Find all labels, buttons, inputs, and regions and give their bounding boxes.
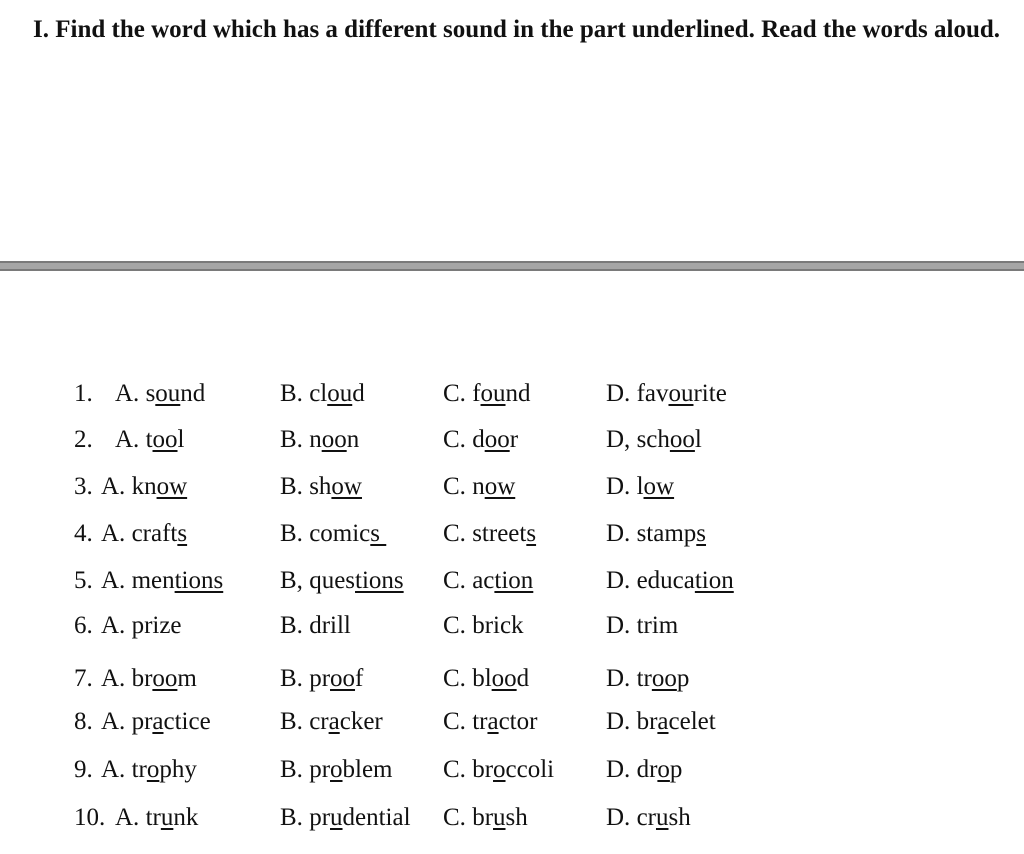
question-number: 3. <box>74 473 93 500</box>
option-c: C. brick <box>443 612 524 639</box>
option-a: A. practice <box>101 708 211 735</box>
option-b: B. cracker <box>280 708 383 735</box>
option-b: B. cloud <box>280 380 365 407</box>
instruction-heading: I. Find the word which has a different sound in the part underlined. Read the words aloud. <box>33 16 1001 43</box>
option-d: D. trim <box>606 612 679 639</box>
question-row <box>0 469 1024 505</box>
option-c: C. tractor <box>443 708 538 735</box>
option-d: D. low <box>606 473 675 500</box>
question-row <box>0 376 1024 412</box>
option-d: D. troop <box>606 665 690 692</box>
question-row <box>0 752 1024 788</box>
option-d: D. favourite <box>606 380 727 407</box>
option-c: C. action <box>443 567 534 594</box>
option-a: A. mentions <box>101 567 224 594</box>
question-row <box>0 516 1024 552</box>
option-c: C. brush <box>443 804 528 831</box>
option-c: C. door <box>443 426 519 453</box>
option-a: A. sound <box>115 380 206 407</box>
option-d: D. education <box>606 567 734 594</box>
question-number: 9. <box>74 756 93 783</box>
question-number: 1. <box>74 380 93 407</box>
option-c: C. streets <box>443 520 537 547</box>
option-a: A. trunk <box>115 804 199 831</box>
option-b: B. comics <box>280 520 387 547</box>
option-c: C. now <box>443 473 516 500</box>
option-d: D. stamps <box>606 520 707 547</box>
option-d: D. bracelet <box>606 708 716 735</box>
option-d: D. drop <box>606 756 683 783</box>
option-a: A. trophy <box>101 756 197 783</box>
question-number: 4. <box>74 520 93 547</box>
option-b: B. prudential <box>280 804 411 831</box>
question-number: 7. <box>74 665 93 692</box>
question-row <box>0 800 1024 836</box>
question-number: 2. <box>74 426 93 453</box>
option-c: C. blood <box>443 665 530 692</box>
option-b: B. show <box>280 473 362 500</box>
option-c: C. found <box>443 380 531 407</box>
option-d: D, school <box>606 426 702 453</box>
question-row <box>0 563 1024 599</box>
option-b: B, questions <box>280 567 404 594</box>
option-b: B. problem <box>280 756 393 783</box>
option-b: B. drill <box>280 612 351 639</box>
question-number: 6. <box>74 612 93 639</box>
option-b: B. noon <box>280 426 360 453</box>
option-a: A. crafts <box>101 520 188 547</box>
question-row <box>0 608 1024 644</box>
question-number: 8. <box>74 708 93 735</box>
option-d: D. crush <box>606 804 691 831</box>
option-a: A. prize <box>101 612 182 639</box>
question-number: 5. <box>74 567 93 594</box>
option-a: A. broom <box>101 665 197 692</box>
option-a: A. tool <box>115 426 185 453</box>
option-a: A. know <box>101 473 188 500</box>
question-row <box>0 661 1024 697</box>
question-row <box>0 704 1024 740</box>
question-number: 10. <box>74 804 106 831</box>
option-c: C. broccoli <box>443 756 555 783</box>
question-row <box>0 422 1024 458</box>
option-b: B. proof <box>280 665 364 692</box>
